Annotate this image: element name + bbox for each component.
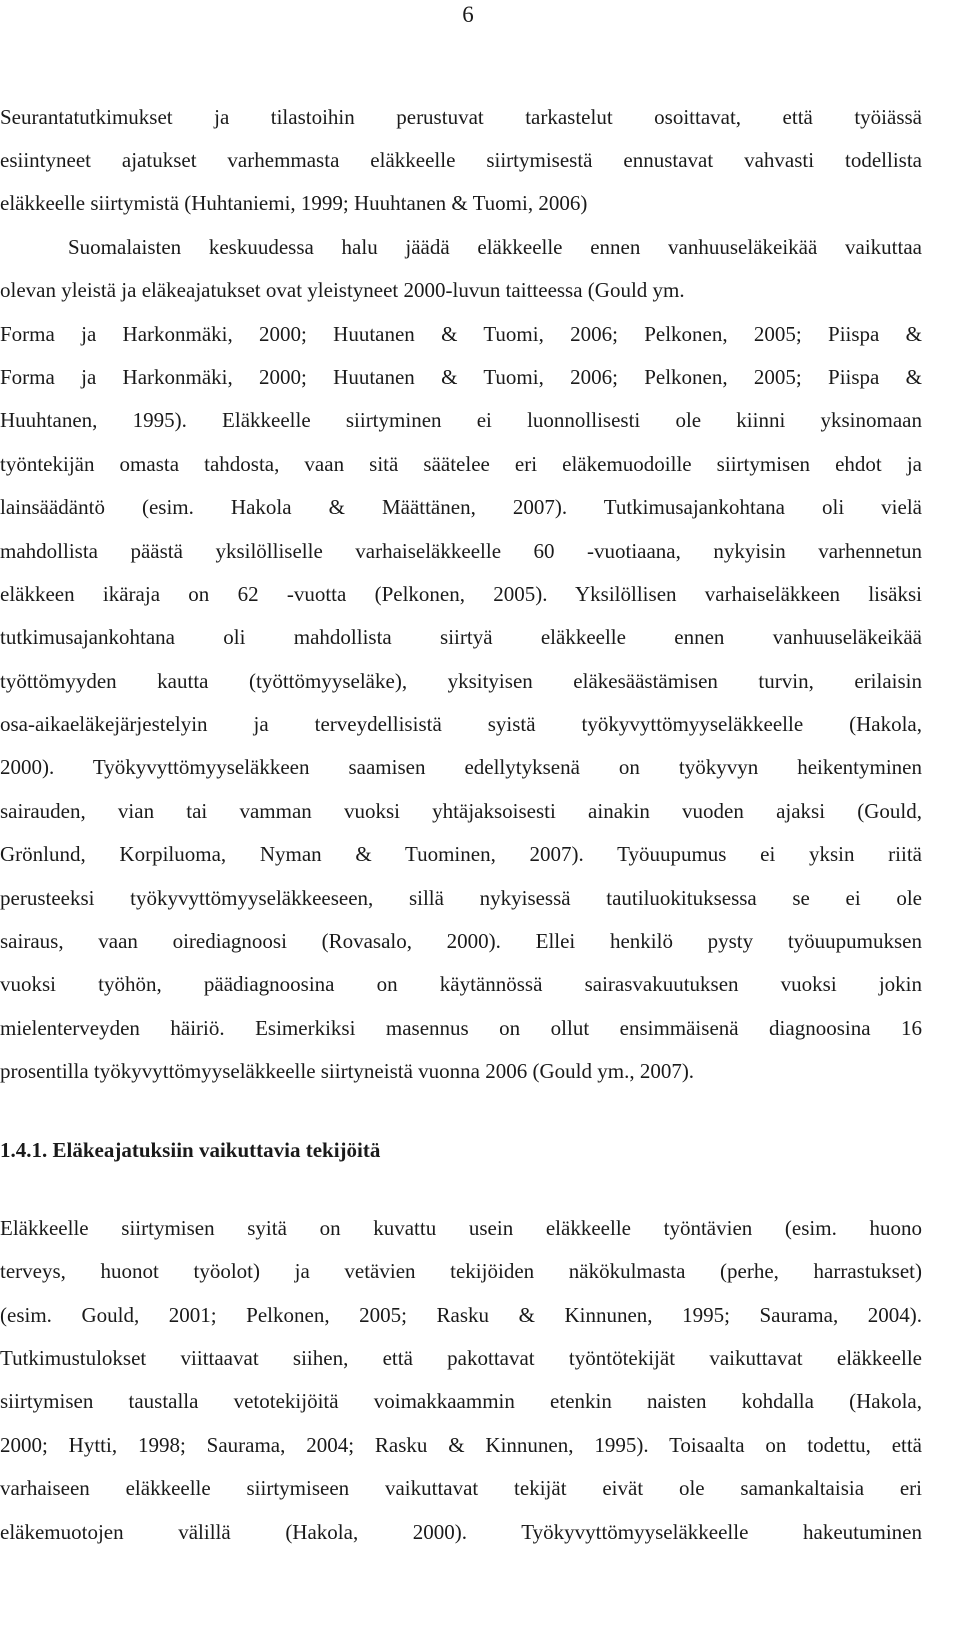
paragraph-line: Huuhtanen, 1995). Eläkkeelle siirtyminen ei luonnollisesti ole kiinni yksinomaan [0,408,922,432]
paragraph-line: Forma ja Harkonmäki, 2000; Huutanen & Tuomi, 2006; Pelkonen, 2005; Piispa & [0,365,922,389]
paragraph-line: perusteeksi työkyvyttömyyseläkkeeseen, sillä nykyisessä tautiluokituksessa se ei ole [0,886,922,910]
paragraph-line: (esim. Gould, 2001; Pelkonen, 2005; Rasku & Kinnunen, 1995; Saurama, 2004). [0,1303,922,1327]
paragraph-line: eläkkeen ikäraja on 62 -vuotta (Pelkonen, 2005). Yksilöllisen varhaiseläkkeen lisäksi [0,582,922,606]
paragraph-line: lainsäädäntö (esim. Hakola & Määttänen, 2007). Tutkimusajankohtana oli vielä [0,495,922,519]
paragraph-line: vuoksi työhön, päädiagnoosina on käytännössä sairasvakuutuksen vuoksi jokin [0,972,922,996]
paragraph-line: sairaus, vaan oirediagnoosi (Rovasalo, 2000). Ellei henkilö pysty työuupumuksen [0,929,922,953]
paragraph-line: Suomalaisten keskuudessa halu jäädä eläkkeelle ennen vanhuuseläkeikää vaikuttaa [68,235,922,259]
paragraph-line: eläkkeelle siirtymistä (Huhtaniemi, 1999; Huuhtanen & Tuomi, 2006) [0,191,588,215]
paragraph-line: eläkemuotojen välillä (Hakola, 2000). Työkyvyttömyyseläkkeelle hakeutuminen [0,1520,922,1544]
paragraph-line: 2000; Hytti, 1998; Saurama, 2004; Rasku & Kinnunen, 1995). Toisaalta on todettu, että [0,1433,922,1457]
paragraph-line: esiintyneet ajatukset varhemmasta eläkkeelle siirtymisestä ennustavat vahvasti todellista [0,148,922,172]
paragraph-line: tutkimusajankohtana oli mahdollista siirtyä eläkkeelle ennen vanhuuseläkeikää [0,625,922,649]
page-number: 6 [462,2,474,27]
paragraph-line: Seurantatutkimukset ja tilastoihin perustuvat tarkastelut osoittavat, että työiässä [0,105,922,129]
paragraph-line: varhaiseen eläkkeelle siirtymiseen vaikuttavat tekijät eivät ole samankaltaisia eri [0,1476,922,1500]
paragraph-line: osa-aikaeläkejärjestelyin ja terveydellisistä syistä työkyvyttömyyseläkkeelle (Hakola, [0,712,922,736]
paragraph-line: siirtymisen taustalla vetotekijöitä voimakkaammin etenkin naisten kohdalla (Hakola, [0,1389,922,1413]
paragraph-line: mielenterveyden häiriö. Esimerkiksi masennus on ollut ensimmäisenä diagnoosina 16 [0,1016,922,1040]
paragraph-line: Tutkimustulokset viittaavat siihen, että pakottavat työntötekijät vaikuttavat eläkkeelle [0,1346,922,1370]
paragraph-line: työntekijän omasta tahdosta, vaan sitä säätelee eri eläkemuodoille siirtymisen ehdot ja [0,452,922,476]
paragraph-line: olevan yleistä ja eläkeajatukset ovat yleistyneet 2000-luvun taitteessa (Gould ym. [0,278,685,302]
paragraph-line: Eläkkeelle siirtymisen syitä on kuvattu usein eläkkeelle työntävien (esim. huono [0,1216,922,1240]
paragraph-line: sairauden, vian tai vamman vuoksi yhtäjaksoisesti ainakin vuoden ajaksi (Gould, [0,799,922,823]
paragraph-line: mahdollista päästä yksilölliselle varhaiseläkkeelle 60 -vuotiaana, nykyisin varhennetun [0,539,922,563]
paragraph-line: Forma ja Harkonmäki, 2000; Huutanen & Tuomi, 2006; Pelkonen, 2005; Piispa & [0,322,922,346]
section-heading: 1.4.1. Eläkeajatuksiin vaikuttavia tekijöitä [0,1138,381,1162]
paragraph-line: terveys, huonot työolot) ja vetävien tekijöiden näkökulmasta (perhe, harrastukset) [0,1259,922,1283]
paragraph-line: työttömyyden kautta (työttömyyseläke), yksityisen eläkesäästämisen turvin, erilaisin [0,669,922,693]
paragraph-line: prosentilla työkyvyttömyyseläkkeelle siirtyneistä vuonna 2006 (Gould ym., 2007). [0,1059,695,1083]
paragraph-line: Grönlund, Korpiluoma, Nyman & Tuominen, 2007). Työuupumus ei yksin riitä [0,842,922,866]
paragraph-line: 2000). Työkyvyttömyyseläkkeen saamisen edellytyksenä on työkyvyn heikentyminen [0,755,922,779]
